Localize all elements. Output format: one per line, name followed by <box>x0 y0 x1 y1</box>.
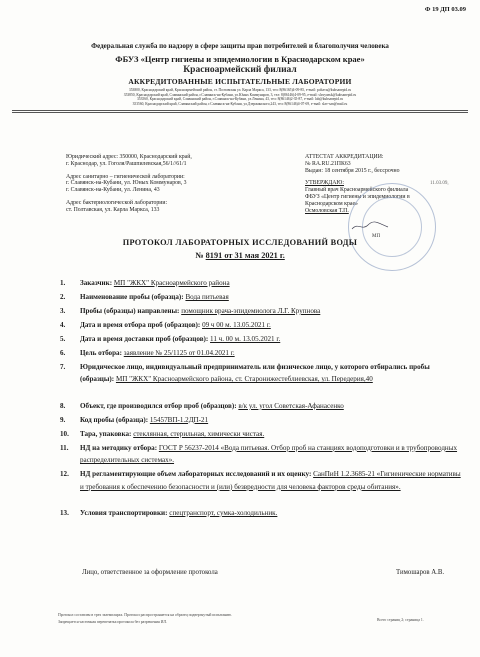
lab-address: Адрес санитарно – гигиенической лаборатории: г. Славянск-на-Кубани, ул. Юных Коммунаров, 3 г. Славянск-на-Кубани, ул. Ленина, 43 <box>66 173 187 194</box>
item-number: 3. <box>60 307 66 315</box>
agency-line: Федеральная служба по надзору в сфере защиты прав потребителей и благополучия человека <box>91 42 389 50</box>
item-label: Пробы (образцы) направлены: <box>80 307 180 315</box>
contact-address-line: 353800, Краснодарский край, Красноармейский район, ст. Полтавская ул. Карла Маркса, 133, тел: 8(86165)4-09-85, e-mail: poltava@kubsanepid.ru <box>128 88 352 92</box>
item-number: 9. <box>60 415 66 424</box>
page-counter: Всего страниц 2; страница 1. <box>377 618 424 622</box>
item-value: стеклянная, стерильная, химически чистая. <box>133 429 265 438</box>
item-number: 4. <box>60 321 66 329</box>
item-number: 12. <box>60 470 69 479</box>
item-label: Тара, упаковка: <box>80 429 132 438</box>
item-label: Заказчик: <box>80 279 113 287</box>
contact-address-line: 353850, Краснодарский край, Славянский район, г.Славянск-на-Кубани, ул.Юных Коммунаров, 3, тел: 8(86146)4-09-95, e-mail: slavyansk@kubsanepid.ru <box>123 92 357 97</box>
item-label: Дата и время отбора проб (образцов): <box>80 321 201 329</box>
stamp-label: МП <box>372 234 381 239</box>
protocol-title: ПРОТОКОЛ ЛАБОРАТОРНЫХ ИССЛЕДОВАНИЙ ВОДЫ <box>122 238 358 247</box>
item-value: МП "ЖКХ" Красноармейского района, ст. Старонижестеблиевская, ул. Передерия,40 <box>115 375 373 384</box>
item-value: СанПиН 1.2.3685-21 «Гигиенические нормативы и требования к обеспечению безопасности и (или) безвредности для человека факторов среды обитания». <box>80 470 461 491</box>
item-number: 7. <box>60 363 66 371</box>
item-label: Объект, где производился отбор проб (образцов): <box>80 401 237 410</box>
item-label: Юридическое лицо, индивидуальный предприниматель или физическое лицо, у которого отбирались пробы (образцы): <box>80 363 430 384</box>
contact-addresses <box>30 88 450 106</box>
labs-heading: АККРЕДИТОВАННЫЕ ИСПЫТАТЕЛЬНЫЕ ЛАБОРАТОРИИ <box>128 77 352 86</box>
protocol-number: № 8191 от 31 мая 2021 г. <box>195 251 285 260</box>
item-number: 5. <box>60 335 66 343</box>
item-label: Наименование пробы (образца): <box>80 293 184 301</box>
signature-icon <box>350 220 390 232</box>
item-number: 8. <box>60 401 66 410</box>
item-number: 13. <box>60 509 69 517</box>
item-label: НД на методику отбора: <box>80 443 158 452</box>
contact-address-line: 353560, Краснодарский край, Славянский район, г.Славянск-на-Кубани, ул.Дзержинского,243, тел: 8(86146)4-07-69, e-mail: slav-san@mail.ru <box>132 101 348 106</box>
item-value: в/к ул. угол Советская-Афанасенко <box>238 401 344 410</box>
item-number: 11. <box>60 443 69 452</box>
item-number: 6. <box>60 349 66 357</box>
branch-name: Красноармейский филиал <box>183 65 297 75</box>
approval-block: УТВЕРЖДАЮ: Главный врач Красноармейского филиала ФБУЗ «Центр гигиены и эпидемиологии в Краснодарском крае» Осмоловская Т.П. <box>305 180 410 214</box>
footer-note-copies: Протокол составлен в трех экземплярах. Протокол распространяется на образец подвергнутый испытанию. <box>58 613 232 617</box>
item-number: 2. <box>60 293 66 301</box>
item-value: спецтранспорт, сумка-холодильник. <box>169 509 278 517</box>
accreditation-certificate: АТТЕСТАТ АККРЕДИТАЦИИ: № RA.RU.21ПК63 Выдан: 18 сентября 2015 г., бессрочно <box>305 154 400 174</box>
legal-address: Юридический адрес: 350000, Краснодарский край, г. Краснодар, ул. Гоголя/Рашпилевская,56/1//61/1 <box>66 154 192 167</box>
contact-address-line: 353560, Краснодарский край, Славянский район, г.Славянск-на-Кубани, ул.Ленина, 43, тел: 8(86146)2-35-87, e-mail: lab@kubsanepid.ru <box>137 97 343 102</box>
header-divider-thin <box>12 112 468 113</box>
addresses-block <box>66 154 246 214</box>
header-divider <box>12 110 468 111</box>
item-label: Условия транспортировки: <box>80 509 168 517</box>
item-label: Цель отбора: <box>80 349 122 357</box>
responsible-label: Лицо, ответственное за оформление протокола <box>82 569 218 576</box>
item-value: 11 ч. 00 м. 13.05.2021 г. <box>210 335 281 343</box>
item-value: помощник врача-эпидемиолога Л.Г. Крупнова <box>181 307 321 315</box>
item-value: МП "ЖКХ" Красноармейского района <box>113 279 230 287</box>
item-number: 1. <box>60 279 66 287</box>
form-code: Ф 19 ДП 03.09 <box>424 6 466 13</box>
item-value: ГОСТ Р 56237-2014 «Вода питьевая. Отбор проб на станциях водоподготовки и в трубопроводных распределительных системах». <box>80 443 458 465</box>
item-label: Дата и время доставки проб (образцов): <box>80 335 209 343</box>
organization-name: ФБУЗ «Центр гигиены и эпидемиологии в Краснодарском крае» <box>115 54 365 64</box>
item-value: заявление № 25/1125 от 01.04.2021 г. <box>123 349 235 357</box>
item-value: 09 ч 00 м. 13.05.2021 г. <box>202 321 271 329</box>
side-date: 11.03.09, <box>430 181 449 186</box>
item-label: НД регламентирующие объем лабораторных исследований и их оценку: <box>80 470 312 479</box>
footer-note-reprint: Запрещается частичная перепечатка протокола без разрешения ИЛ. <box>58 620 168 624</box>
bact-lab-address: Адрес бактериологической лаборатории: ст. Полтавская, ул. Карла Маркса, 133 <box>66 199 168 213</box>
responsible-name: Тимошаров А.В. <box>396 569 445 576</box>
item-value: Вода питьевая <box>185 293 229 301</box>
item-label: Код пробы (образца): <box>80 415 149 424</box>
item-value: 15457ВП-1.2ДП-21 <box>149 415 209 424</box>
item-number: 10. <box>60 429 69 438</box>
